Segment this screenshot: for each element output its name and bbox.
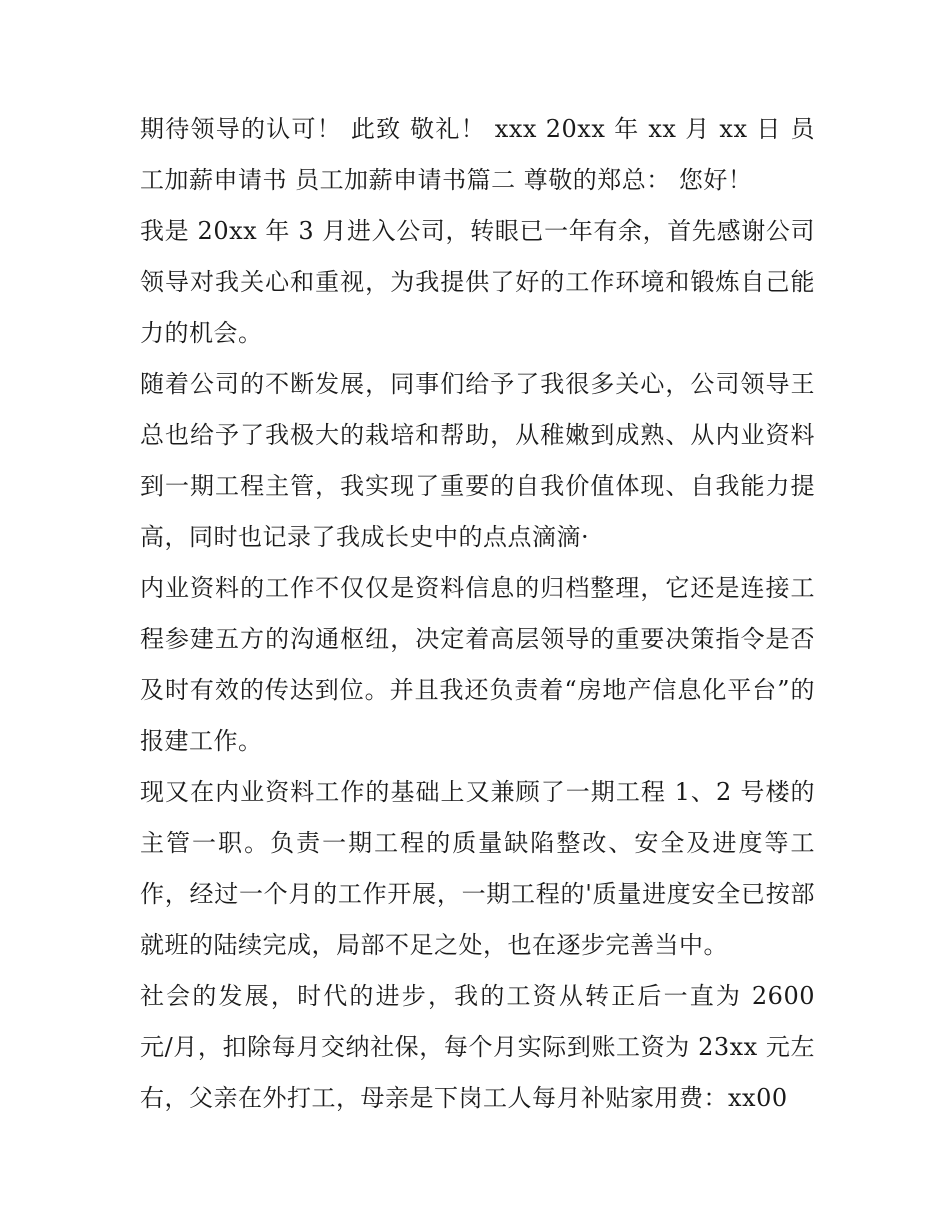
paragraph-closing-and-greeting: 期待领导的认可！ 此致 敬礼！ xxx 20xx 年 xx 月 xx 日 员工加薪申请书 员工加薪申请书篇二 尊敬的郑总： 您好！ bbox=[140, 115, 815, 194]
paragraph-supervisor-role: 现又在内业资料工作的基础上又兼顾了一期工程 1、2 号楼的主管一职。负责一期工程的质量缺陷整改、安全及进度等工作，经过一个月的工作开展，一期工程的'质量进度安全已按部就班的陆续完成，局部不足之处，也在逐步完善当中。 bbox=[140, 778, 815, 959]
paragraph-introduction: 我是 20xx 年 3 月进入公司，转眼已一年有余，首先感谢公司领导对我关心和重视，为我提供了好的工作环境和锻炼自己能力的机会。 bbox=[140, 217, 815, 347]
document-body bbox=[140, 104, 815, 1124]
paragraph-internal-data-work: 内业资料的工作不仅仅是资料信息的归档整理，它还是连接工程参建五方的沟通枢纽，决定着高层领导的重要决策指令是否及时有效的传达到位。并且我还负责着“房地产信息化平台”的报建工作。 bbox=[140, 574, 815, 755]
paragraph-growth: 随着公司的不断发展，同事们给予了我很多关心，公司领导王总也给予了我极大的栽培和帮助，从稚嫩到成熟、从内业资料到一期工程主管，我实现了重要的自我价值体现、自我能力提高，同时也记录了我成长史中的点点滴滴· bbox=[140, 370, 815, 551]
paragraph-salary-situation: 社会的发展，时代的进步，我的工资从转正后一直为 2600 元/月，扣除每月交纳社保，每个月实际到账工资为 23xx 元左右，父亲在外打工，母亲是下岗工人每月补贴家用费：xx00 bbox=[140, 982, 815, 1112]
